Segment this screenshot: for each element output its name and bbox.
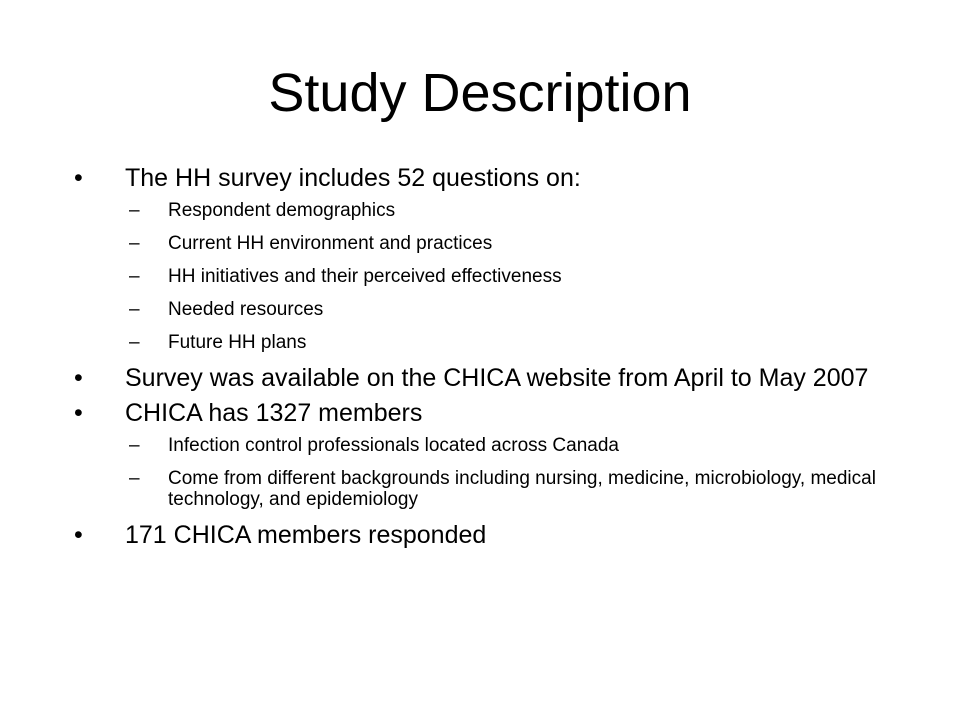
sub-bullet-item (0, 233, 960, 254)
bullet-mark: • (74, 164, 83, 192)
sub-bullet-text: Infection control professionals located across Canada (168, 435, 619, 456)
sub-bullet-mark: – (129, 266, 140, 287)
bullet-item (0, 165, 960, 192)
sub-bullet-text: Current HH environment and practices (168, 233, 493, 254)
sub-bullet-text: Come from different backgrounds including nursing, medicine, microbiology, medical technology, and epidemiology (168, 468, 876, 510)
bullet-mark: • (74, 364, 83, 392)
bullet-text: 171 CHICA members responded (125, 521, 487, 549)
sub-bullet-text: HH initiatives and their perceived effectiveness (168, 266, 562, 287)
bullet-mark: • (74, 521, 83, 549)
sub-bullet-item (0, 200, 960, 221)
sub-bullet-mark: – (129, 233, 140, 254)
sub-bullet-mark: – (129, 299, 140, 320)
bullet-text: CHICA has 1327 members (125, 399, 423, 427)
sub-bullet-item (0, 266, 960, 287)
slide-title: Study Description (268, 63, 692, 123)
sub-bullet-list (0, 200, 960, 353)
sub-bullet-item (0, 435, 960, 456)
bullet-text: The HH survey includes 52 questions on: (125, 164, 581, 192)
sub-bullet-mark: – (129, 468, 140, 489)
sub-bullet-text: Future HH plans (168, 332, 307, 353)
bullet-text: Survey was available on the CHICA website from April to May 2007 (125, 364, 869, 392)
sub-bullet-text: Needed resources (168, 299, 324, 320)
sub-bullet-mark: – (129, 200, 140, 221)
sub-bullet-item (0, 332, 960, 353)
sub-bullet-mark: – (129, 332, 140, 353)
sub-bullet-item (0, 468, 960, 510)
sub-bullet-list (0, 435, 960, 510)
sub-bullet-mark: – (129, 435, 140, 456)
bullet-list (0, 165, 960, 557)
sub-bullet-item (0, 299, 960, 320)
bullet-item (0, 400, 960, 427)
sub-bullet-text: Respondent demographics (168, 200, 396, 221)
bullet-item (0, 365, 960, 392)
bullet-item (0, 522, 960, 549)
bullet-mark: • (74, 399, 83, 427)
